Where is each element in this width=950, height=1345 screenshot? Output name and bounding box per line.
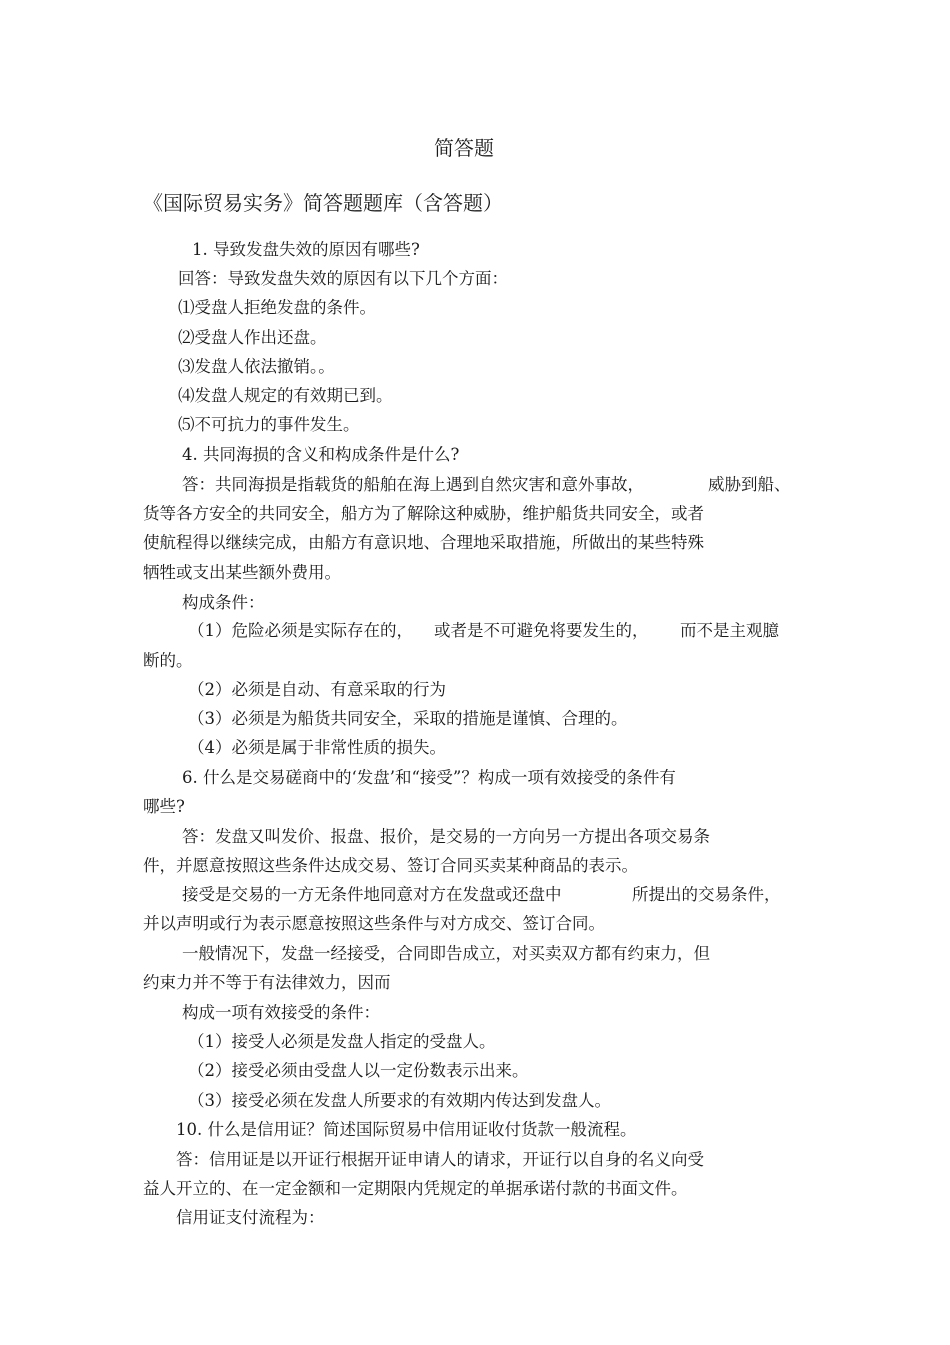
process-heading: 信用证支付流程为： bbox=[176, 1208, 325, 1227]
question-1: 1. 导致发盘失效的原因有哪些? bbox=[192, 240, 420, 259]
condition-item-part: 而不是主观臆 bbox=[680, 621, 779, 640]
question-6-tail: 哪些? bbox=[143, 797, 185, 816]
condition-item: （4）必须是属于非常性质的损失。 bbox=[188, 738, 446, 757]
question-6: 6. 什么是交易磋商中的‘发盘’和“接受”？构成一项有效接受的条件有 bbox=[182, 768, 676, 787]
answer-1-item: ⑴受盘人拒绝发盘的条件。 bbox=[178, 298, 376, 317]
answer-4-line: 货等各方安全的共同安全，船方为了解除这种威胁，维护船货共同安全，或者 bbox=[143, 504, 704, 523]
question-10: 10. 什么是信用证？简述国际贸易中信用证收付货款一般流程。 bbox=[176, 1120, 637, 1139]
answer-6-line: 件，并愿意按照这些条件达成交易、签订合同买卖某种商品的表示。 bbox=[143, 856, 638, 875]
answer-4-line: 牺牲或支出某些额外费用。 bbox=[143, 563, 341, 582]
answer-1-intro: 回答：导致发盘失效的原因有以下几个方面： bbox=[178, 269, 508, 288]
condition-item: （2）接受必须由受盘人以一定份数表示出来。 bbox=[188, 1061, 529, 1080]
condition-item: （2）必须是自动、有意采取的行为 bbox=[188, 680, 446, 699]
conditions-heading: 构成一项有效接受的条件： bbox=[182, 1003, 380, 1022]
condition-item: （1）接受人必须是发盘人指定的受盘人。 bbox=[188, 1032, 496, 1051]
answer-1-item: ⑸不可抗力的事件发生。 bbox=[178, 415, 360, 434]
answer-6-line: 一般情况下，发盘一经接受，合同即告成立，对买卖双方都有约束力，但 bbox=[182, 944, 710, 963]
answer-6-line: 答：发盘又叫发价、报盘、报价，是交易的一方向另一方提出各项交易条 bbox=[182, 827, 710, 846]
condition-item: （3）接受必须在发盘人所要求的有效期内传达到发盘人。 bbox=[188, 1091, 611, 1110]
answer-1-item: ⑶发盘人依法撤销。。 bbox=[178, 357, 335, 376]
answer-10-line: 答：信用证是以开证行根据开证申请人的请求，开证行以自身的名义向受 bbox=[176, 1150, 704, 1169]
page-title: 简答题 bbox=[434, 136, 494, 160]
conditions-heading: 构成条件： bbox=[182, 593, 265, 612]
answer-1-item: ⑵受盘人作出还盘。 bbox=[178, 328, 327, 347]
answer-4-line-tail: 威胁到船、 bbox=[708, 475, 791, 494]
answer-6-line-tail: 所提出的交易条件， bbox=[632, 885, 781, 904]
condition-item: （1）危险必须是实际存在的， bbox=[188, 621, 413, 640]
answer-4-line: 使航程得以继续完成，由船方有意识地、合理地采取措施，所做出的某些特殊 bbox=[143, 533, 704, 552]
answer-6-line: 约束力并不等于有法律效力，因而 bbox=[143, 973, 391, 992]
answer-6-line: 接受是交易的一方无条件地同意对方在发盘或还盘中 bbox=[182, 885, 562, 904]
condition-item-part: 断的。 bbox=[143, 651, 193, 670]
condition-item: （3）必须是为船货共同安全，采取的措施是谨慎、合理的。 bbox=[188, 709, 628, 728]
condition-item-part: 或者是不可避免将要发生的， bbox=[434, 621, 649, 640]
question-4: 4. 共同海损的含义和构成条件是什么? bbox=[182, 445, 460, 464]
answer-10-line: 益人开立的、在一定金额和一定期限内凭规定的单据承诺付款的书面文件。 bbox=[143, 1179, 688, 1198]
answer-6-line: 并以声明或行为表示愿意按照这些条件与对方成交、签订合同。 bbox=[143, 914, 605, 933]
answer-1-item: ⑷发盘人规定的有效期已到。 bbox=[178, 386, 393, 405]
document-subtitle: 《国际贸易实务》简答题题库（含答题） bbox=[143, 191, 503, 215]
answer-4-line: 答：共同海损是指载货的船舶在海上遇到自然灾害和意外事故， bbox=[182, 475, 644, 494]
